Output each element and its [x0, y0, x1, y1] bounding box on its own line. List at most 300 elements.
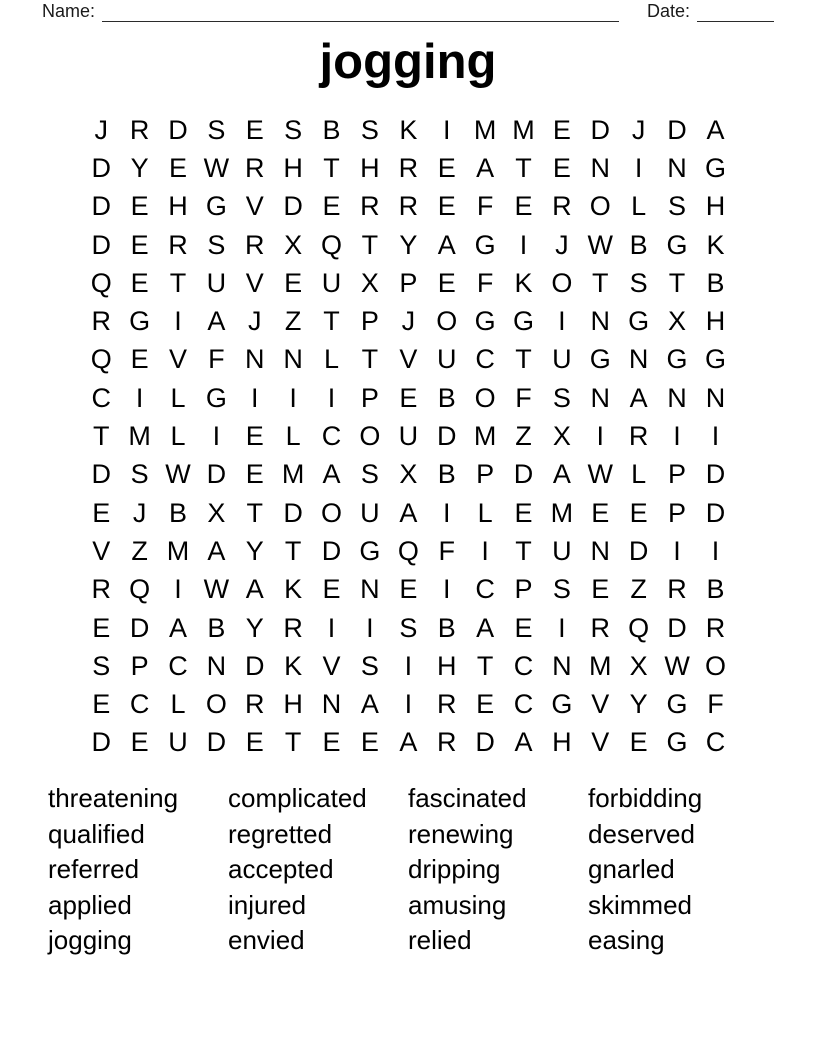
word-item: threatening [48, 783, 179, 813]
grid-letter: J [631, 114, 646, 145]
grid-letter: R [436, 689, 457, 720]
grid-letter: D [475, 727, 495, 758]
grid-letter: G [359, 535, 381, 566]
grid-letter: R [283, 612, 303, 643]
grid-letter: M [512, 114, 535, 145]
grid-letter: D [590, 114, 611, 145]
grid-letter: C [129, 689, 150, 720]
word-item: dripping [408, 854, 501, 885]
grid-letter: O [474, 382, 496, 413]
grid-letter: O [205, 689, 227, 720]
grid-letter: I [442, 574, 451, 605]
grid-letter: O [589, 191, 611, 222]
word-item: amusing [408, 889, 507, 920]
word-item: applied [48, 889, 132, 920]
grid-letter: G [512, 306, 534, 337]
grid-letter: T [515, 535, 532, 566]
grid-letter: E [92, 689, 111, 720]
grid-letter: I [673, 535, 681, 566]
grid-letter: G [551, 689, 573, 720]
grid-letter: E [437, 267, 456, 298]
grid-letter: S [360, 650, 379, 681]
grid-letter: A [437, 229, 456, 260]
grid-letter: E [92, 497, 111, 528]
grid-letter: C [475, 574, 495, 605]
grid-letter: S [360, 459, 379, 490]
grid-letter: I [135, 382, 144, 413]
grid-letter: C [475, 344, 495, 375]
grid-letter: R [436, 727, 457, 758]
grid-letter: T [169, 267, 187, 298]
grid-letter: M [589, 650, 612, 681]
grid-letter: V [399, 344, 418, 375]
grid-letter: A [399, 727, 418, 758]
grid-letter: I [327, 382, 336, 413]
grid-letter: D [91, 229, 111, 260]
grid-letter: A [476, 612, 495, 643]
grid-letter: N [628, 344, 649, 375]
grid-letter: N [705, 382, 726, 413]
worksheet-header [42, 0, 774, 22]
grid-letter: A [399, 497, 418, 528]
grid-letter: E [437, 152, 456, 183]
word-item: referred [48, 854, 140, 885]
grid-letter: E [130, 267, 149, 298]
grid-letter: A [629, 382, 648, 413]
grid-letter: U [360, 497, 380, 528]
grid-letter: K [284, 650, 303, 681]
grid-letter: T [515, 152, 532, 183]
grid-letter: B [168, 497, 187, 528]
grid-letter: S [629, 267, 648, 298]
grid-letter: C [91, 382, 111, 413]
grid-letter: E [629, 727, 648, 758]
grid-letter: M [128, 421, 151, 452]
grid-letter: B [437, 459, 456, 490]
grid-letter: I [174, 574, 182, 605]
grid-letter: M [550, 497, 574, 528]
grid-letter: E [284, 267, 303, 298]
grid-letter: E [130, 191, 149, 222]
grid-letter: A [245, 574, 264, 605]
grid-letter: L [170, 689, 186, 720]
grid-letter: L [285, 421, 301, 452]
grid-letter: P [360, 382, 379, 413]
grid-letter: F [438, 535, 455, 566]
grid-letter: E [130, 727, 149, 758]
grid-letter: E [322, 574, 341, 605]
grid-letter: N [552, 650, 572, 681]
grid-letter: E [591, 574, 610, 605]
word-list [48, 781, 768, 959]
grid-letter: E [399, 574, 418, 605]
word-item: gnarled [588, 854, 675, 885]
grid-letter: W [587, 229, 614, 260]
grid-letter: I [404, 650, 413, 681]
grid-letter: G [666, 689, 688, 720]
grid-letter: I [289, 382, 297, 413]
grid-letter: G [205, 191, 227, 222]
grid-letter: N [590, 382, 611, 413]
grid-letter: Y [130, 152, 149, 183]
word-item: injured [228, 889, 307, 920]
grid-letter: I [711, 421, 720, 452]
grid-letter: O [321, 497, 343, 528]
grid-letter: M [281, 459, 305, 490]
grid-letter: V [245, 267, 264, 298]
grid-letter: C [168, 650, 188, 681]
word-item: envied [228, 925, 305, 956]
grid-letter: U [168, 727, 188, 758]
grid-letter: X [399, 459, 418, 490]
grid-letter: P [476, 459, 495, 490]
grid-letter: Z [630, 574, 647, 605]
grid-letter: L [170, 382, 186, 413]
date-label: Date: [646, 1, 690, 21]
grid-letter: R [398, 152, 419, 183]
grid-letter: P [668, 459, 687, 490]
grid-letter: E [92, 612, 111, 643]
grid-letter: U [398, 421, 419, 452]
grid-letter: T [668, 267, 686, 298]
grid-letter: H [360, 152, 380, 183]
grid-letter: E [514, 191, 533, 222]
grid-letter: A [514, 727, 533, 758]
word-list-column [48, 781, 228, 959]
grid-letter: P [360, 306, 379, 337]
name-label: Name: [42, 1, 96, 21]
grid-letter: B [629, 229, 648, 260]
grid-letter: D [705, 497, 726, 528]
grid-letter: Z [131, 535, 148, 566]
grid-letter: R [245, 689, 265, 720]
grid-letter: G [474, 306, 496, 337]
grid-letter: H [552, 727, 572, 758]
grid-letter: T [361, 229, 379, 260]
grid-letter: E [322, 191, 341, 222]
grid-letter: Y [399, 229, 418, 260]
grid-letter: U [206, 267, 227, 298]
grid-letter: W [587, 459, 614, 490]
grid-letter: H [283, 152, 303, 183]
grid-letter: X [629, 650, 648, 681]
grid-letter: R [705, 612, 726, 643]
word-item: fascinated [408, 783, 527, 813]
grid-letter: B [437, 382, 456, 413]
grid-letter: C [321, 421, 342, 452]
grid-letter: L [324, 344, 340, 375]
grid-letter: X [360, 267, 379, 298]
grid-letter: E [399, 382, 418, 413]
grid-letter: F [476, 267, 494, 298]
grid-letter: B [706, 267, 725, 298]
grid-letter: J [555, 229, 569, 260]
grid-letter: G [628, 306, 650, 337]
grid-letter: T [515, 344, 532, 375]
puzzle-title: jogging [319, 35, 497, 89]
word-item: easing [588, 925, 665, 956]
grid-letter: H [436, 650, 457, 681]
word-item: complicated [228, 783, 367, 813]
grid-letter: T [592, 267, 609, 298]
grid-letter: A [476, 152, 495, 183]
grid-letter: R [398, 191, 419, 222]
grid-letter: N [667, 152, 687, 183]
grid-letter: A [706, 114, 725, 145]
grid-letter: U [321, 267, 342, 298]
grid-letter: S [207, 229, 226, 260]
grid-letter: N [590, 535, 611, 566]
grid-letter: I [673, 421, 681, 452]
grid-letter: T [323, 306, 340, 337]
grid-letter: S [130, 459, 149, 490]
grid-letter: H [283, 689, 303, 720]
grid-letter: D [206, 459, 227, 490]
grid-letter: S [360, 114, 379, 145]
grid-letter: O [551, 267, 573, 298]
grid-letter: Q [90, 344, 112, 375]
grid-letter: L [631, 191, 647, 222]
grid-letter: R [245, 229, 265, 260]
grid-letter: E [437, 191, 456, 222]
grid-letter: Y [629, 689, 648, 720]
grid-letter: P [668, 497, 687, 528]
grid-letter: X [207, 497, 226, 528]
grid-letter: O [436, 306, 458, 337]
grid-letter: C [705, 727, 726, 758]
grid-letter: D [667, 612, 687, 643]
grid-letter: R [91, 574, 111, 605]
word-item: skimmed [588, 889, 693, 920]
grid-letter: D [436, 421, 457, 452]
grid-letter: M [473, 114, 497, 145]
grid-letter: K [284, 574, 303, 605]
grid-letter: I [212, 421, 221, 452]
grid-letter: B [437, 612, 456, 643]
grid-letter: D [283, 191, 303, 222]
grid-letter: H [168, 191, 188, 222]
grid-letter: I [174, 306, 182, 337]
grid-letter: E [245, 727, 264, 758]
grid-letter: Z [515, 421, 532, 452]
word-list-column [588, 781, 768, 959]
word-item: forbidding [588, 783, 703, 813]
grid-letter: S [552, 574, 571, 605]
grid-letter: L [477, 497, 493, 528]
word-list-column [228, 781, 408, 959]
grid-letter: Q [129, 574, 151, 605]
grid-letter: T [284, 535, 302, 566]
grid-letter: E [245, 459, 264, 490]
grid-letter: T [246, 497, 263, 528]
grid-letter: D [91, 191, 111, 222]
grid-letter: E [245, 421, 264, 452]
grid-letter: Z [284, 306, 302, 337]
grid-letter: N [360, 574, 380, 605]
grid-letter: D [168, 114, 188, 145]
grid-letter: S [399, 612, 418, 643]
grid-letter: E [476, 689, 495, 720]
word-list-column [408, 781, 588, 959]
grid-letter: Q [321, 229, 343, 260]
grid-letter: A [207, 535, 226, 566]
grid-letter: E [130, 344, 149, 375]
grid-letter: V [168, 344, 187, 375]
grid-letter: S [552, 382, 571, 413]
grid-letter: A [360, 689, 379, 720]
grid-letter: I [404, 689, 413, 720]
grid-letter: M [473, 421, 497, 452]
grid-letter: D [513, 459, 534, 490]
grid-letter: E [130, 229, 149, 260]
grid-letter: R [168, 229, 188, 260]
grid-letter: F [208, 344, 225, 375]
grid-letter: U [436, 344, 457, 375]
grid-letter: D [667, 114, 687, 145]
grid-letter: U [552, 344, 572, 375]
grid-letter: T [284, 727, 302, 758]
grid-letter: R [590, 612, 611, 643]
grid-letter: E [552, 114, 571, 145]
grid-letter: I [558, 612, 566, 643]
grid-letter: H [705, 191, 726, 222]
grid-letter: T [92, 421, 110, 452]
grid-letter: B [322, 114, 341, 145]
grid-letter: P [514, 574, 533, 605]
grid-letter: L [631, 459, 647, 490]
word-item: accepted [228, 854, 334, 885]
grid-letter: G [205, 382, 227, 413]
grid-letter: W [203, 152, 230, 183]
grid-letter: D [91, 459, 111, 490]
grid-letter: D [129, 612, 150, 643]
grid-letter: D [283, 497, 303, 528]
grid-letter: G [474, 229, 496, 260]
grid-letter: E [591, 497, 610, 528]
grid-letter: G [129, 306, 151, 337]
grid-letter: G [666, 727, 688, 758]
grid-letter: F [476, 191, 494, 222]
grid-letter: S [284, 114, 303, 145]
grid-letter: M [166, 535, 190, 566]
grid-letter: W [203, 574, 230, 605]
grid-letter: V [92, 535, 111, 566]
grid-letter: I [327, 612, 336, 643]
grid-letter: D [206, 727, 227, 758]
grid-letter: I [711, 535, 720, 566]
grid-letter: R [628, 421, 649, 452]
grid-letter: V [245, 191, 264, 222]
grid-letter: J [94, 114, 108, 145]
grid-letter: B [207, 612, 226, 643]
grid-letter: Y [245, 535, 264, 566]
grid-letter: B [706, 574, 725, 605]
grid-letter: E [322, 727, 341, 758]
grid-letter: U [552, 535, 572, 566]
grid-letter: Y [245, 612, 264, 643]
grid-letter: L [170, 421, 186, 452]
grid-letter: E [360, 727, 379, 758]
grid-letter: Q [90, 267, 112, 298]
grid-letter: R [129, 114, 150, 145]
word-item: qualified [48, 818, 145, 849]
grid-letter: R [360, 191, 380, 222]
grid-letter: F [515, 382, 532, 413]
grid-letter: V [322, 650, 341, 681]
grid-letter: I [366, 612, 374, 643]
date-blank-line [697, 3, 774, 22]
grid-letter: K [706, 229, 725, 260]
grid-letter: K [399, 114, 418, 145]
grid-letter: G [666, 344, 688, 375]
grid-letter: N [590, 152, 611, 183]
grid-letter: D [91, 152, 111, 183]
grid-letter: E [168, 152, 187, 183]
grid-letter: D [705, 459, 726, 490]
grid-letter: X [552, 421, 571, 452]
grid-letter: N [283, 344, 303, 375]
grid-letter: D [91, 727, 111, 758]
grid-letter: G [704, 344, 726, 375]
grid-letter: D [321, 535, 342, 566]
word-item: jogging [48, 925, 132, 956]
grid-letter: X [668, 306, 687, 337]
grid-letter: N [667, 382, 687, 413]
grid-letter: E [552, 152, 571, 183]
grid-letter: J [248, 306, 262, 337]
grid-letter: G [589, 344, 611, 375]
word-item: relied [408, 925, 472, 956]
grid-letter: T [323, 152, 340, 183]
grid-letter: C [513, 650, 534, 681]
word-item: deserved [588, 818, 695, 849]
grid-letter: S [668, 191, 687, 222]
grid-letter: I [519, 229, 528, 260]
grid-letter: A [322, 459, 341, 490]
grid-letter: R [245, 152, 265, 183]
grid-letter: A [207, 306, 226, 337]
grid-letter: I [251, 382, 259, 413]
grid-letter: R [552, 191, 572, 222]
grid-letter: I [634, 152, 643, 183]
grid-letter: R [91, 306, 111, 337]
grid-letter: E [629, 497, 648, 528]
grid-letter: T [476, 650, 494, 681]
grid-letter: P [130, 650, 149, 681]
grid-letter: V [591, 727, 610, 758]
grid-letter: Q [628, 612, 650, 643]
grid-letter: E [514, 612, 533, 643]
word-item: renewing [408, 818, 514, 849]
grid-letter: F [707, 689, 724, 720]
word-item: regretted [228, 818, 333, 849]
grid-letter: A [552, 459, 571, 490]
grid-letter: I [442, 114, 451, 145]
grid-letter: E [514, 497, 533, 528]
grid-letter: S [207, 114, 226, 145]
grid-letter: T [361, 344, 379, 375]
grid-letter: J [132, 497, 147, 528]
grid-letter: R [667, 574, 687, 605]
grid-letter: N [245, 344, 265, 375]
grid-letter: K [514, 267, 533, 298]
grid-letter: D [245, 650, 265, 681]
grid-letter: C [513, 689, 534, 720]
grid-letter: I [442, 497, 451, 528]
grid-letter: W [165, 459, 191, 490]
grid-letter: O [704, 650, 726, 681]
grid-letter: J [401, 306, 416, 337]
